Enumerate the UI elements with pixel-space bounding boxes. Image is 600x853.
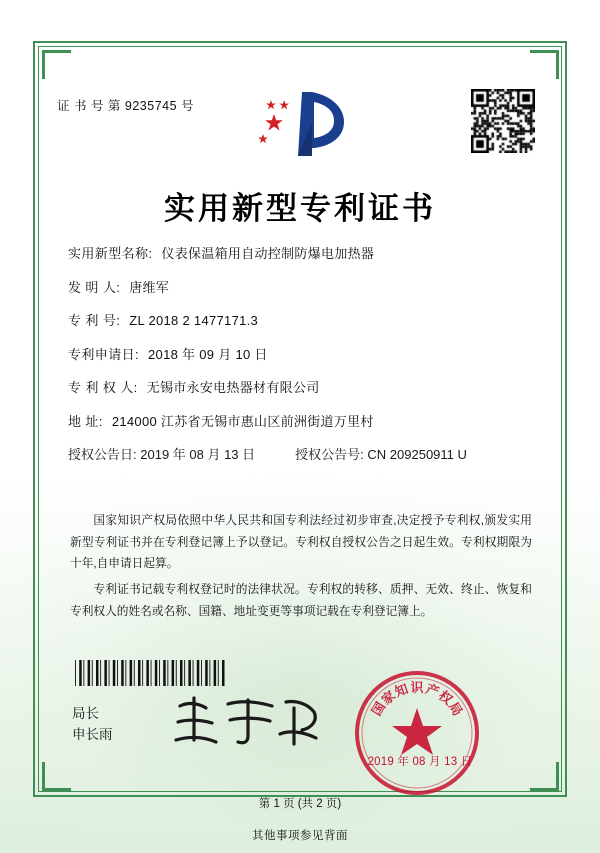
svg-text:家: 家 xyxy=(379,688,399,709)
svg-text:产: 产 xyxy=(423,681,441,701)
qr-code-icon xyxy=(471,89,535,153)
field-value: 2018 年 09 月 10 日 xyxy=(148,346,268,362)
field-publication-row xyxy=(68,444,538,463)
corner-ornament-top-right xyxy=(530,50,559,79)
signature-block xyxy=(72,704,113,746)
field-application-date xyxy=(68,344,538,363)
svg-text:知: 知 xyxy=(393,681,411,701)
svg-text:识: 识 xyxy=(410,681,424,696)
field-inventor xyxy=(68,277,538,296)
handwritten-signature-icon xyxy=(168,690,328,752)
field-label: 专 利 权 人: xyxy=(68,380,138,395)
field-value: 无锡市永安电热器材有限公司 xyxy=(146,380,320,395)
field-label: 专 利 号: xyxy=(68,313,121,328)
field-patent-number xyxy=(68,310,538,329)
certificate-number: 证 书 号 第 9235745 号 xyxy=(57,99,195,113)
field-value: 仪表保温箱用自动控制防爆电加热器 xyxy=(161,246,375,261)
svg-text:局: 局 xyxy=(444,699,465,719)
field-label: 实用新型名称: xyxy=(68,246,153,261)
field-label: 发 明 人: xyxy=(68,279,121,295)
field-value: ZL 2018 2 1477171.3 xyxy=(129,313,259,328)
director-name-label: 申长雨 xyxy=(72,726,113,742)
legal-text-block xyxy=(70,510,532,626)
page-number: 第 1 页 (共 2 页) xyxy=(258,798,342,810)
seal-date: 2019 年 08 月 13 日 xyxy=(367,756,473,768)
field-address xyxy=(68,411,538,430)
field-label: 专利申请日: xyxy=(68,346,140,362)
field-patentee xyxy=(68,377,538,396)
page-title: 实用新型专利证书 xyxy=(164,191,436,227)
corner-ornament-bottom-left xyxy=(42,762,71,791)
publication-number-value: CN 209250911 U xyxy=(367,447,467,462)
director-title-label: 局长 xyxy=(72,706,99,721)
legal-paragraph-2: 专利证书记载专利权登记时的法律状况。专利权的转移、质押、无效、终止、恢复和专利权人的姓名或名称、国籍、地址变更等事项记载在专利登记簿上。 xyxy=(70,582,532,618)
corner-ornament-top-left xyxy=(42,50,71,79)
field-value: 唐维军 xyxy=(129,279,170,295)
footer-note: 其他事项参见背面 xyxy=(252,830,348,842)
corner-ornament-bottom-right xyxy=(530,762,559,791)
publication-date-group xyxy=(68,444,255,463)
field-value: 214000 江苏省无锡市惠山区前洲街道万里村 xyxy=(111,413,374,429)
svg-text:权: 权 xyxy=(435,688,455,709)
cnipa-logo-icon xyxy=(246,86,354,162)
publication-number-group xyxy=(295,444,467,463)
field-utility-model-name xyxy=(68,243,538,262)
publication-number-label: 授权公告号: xyxy=(295,447,364,462)
official-seal-icon xyxy=(352,668,482,798)
publication-date-label: 授权公告日: xyxy=(68,447,137,462)
field-label: 地 址: xyxy=(68,413,103,429)
legal-paragraph-1: 国家知识产权局依照中华人民共和国专利法经过初步审查,决定授予专利权,颁发实用新型专利证书并在专利登记簿上予以登记。专利权自授权公告之日起生效。专利权期限为十年,自申请日起算。 xyxy=(70,514,532,571)
barcode-icon xyxy=(75,660,225,686)
publication-date-value: 2019 年 08 月 13 日 xyxy=(140,447,256,462)
svg-text:国: 国 xyxy=(369,699,390,719)
field-list xyxy=(68,243,538,477)
